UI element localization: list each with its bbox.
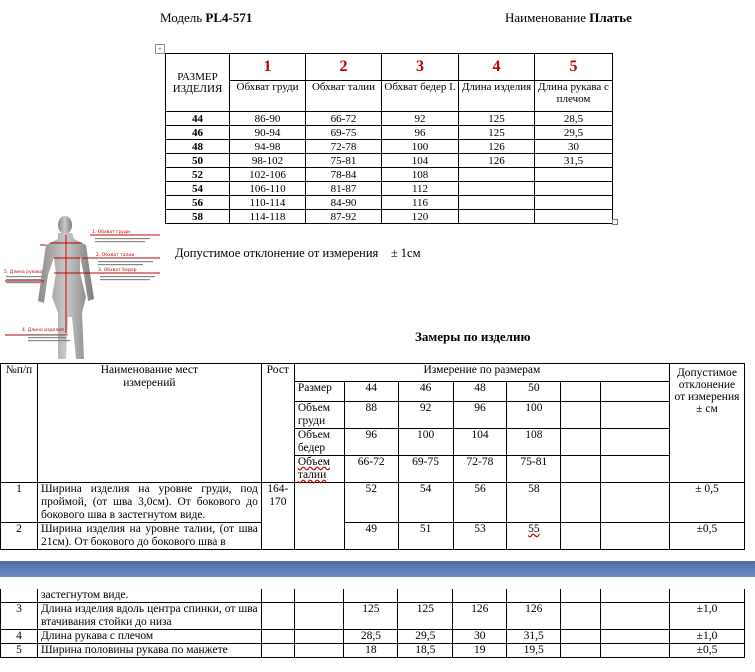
subrow-label: Размер: [294, 382, 344, 402]
empty-cell: [601, 382, 670, 402]
table-row: 1 Ширина изделия на уровне груди, под проймой, (от шва 3,0см). От бокового до бокового шва в застегнутом виде. 164-170 52 54 56 58 ± 0,5: [1, 483, 745, 523]
value-cell: [535, 168, 613, 182]
row-value: 28,5: [344, 630, 398, 644]
value-cell: 66-72: [306, 112, 382, 126]
col-label: Длина рукава с плечом: [535, 81, 613, 112]
value-cell: 125: [459, 112, 535, 126]
col-height-header: Рост: [261, 364, 294, 483]
size-row: [166, 196, 613, 210]
size-cell: 44: [166, 112, 230, 126]
size-cell: 56: [166, 196, 230, 210]
col-number: 1: [230, 54, 306, 81]
row-value: 125: [398, 603, 453, 630]
col-label: Длина изделия: [459, 81, 535, 112]
empty-cell: [601, 630, 670, 644]
value-cell: 116: [382, 196, 459, 210]
measurements-table-continued: [0, 589, 745, 658]
tolerance-value: ± 1см: [390, 246, 421, 260]
height-value: 164-170: [261, 483, 294, 523]
value-cell: 31,5: [535, 154, 613, 168]
row-name: Длина изделия вдоль центра спинки, от шва втачивания стойки до низа: [37, 603, 261, 630]
row-tolerance: ±1,0: [670, 603, 745, 630]
subrow-value: 104: [453, 429, 507, 456]
value-cell: 28,5: [535, 112, 613, 126]
page-break-bar: [0, 561, 755, 577]
row-tolerance: ±1,0: [670, 630, 745, 644]
figure-label: 4. Длина изделия: [22, 328, 64, 333]
body-measurement-figure: [0, 213, 170, 363]
row-number: 3: [1, 603, 38, 630]
continued-text: застегнутом виде.: [37, 589, 261, 603]
row-number: 4: [1, 630, 38, 644]
figure-label: 3. Обхват бедер: [98, 268, 137, 273]
value-cell: 87-92: [306, 210, 382, 224]
tolerance-note: Допустимое отклонение от измерения ± 1см: [175, 246, 421, 260]
figure-label: 5. Длина рукава: [4, 270, 43, 275]
size-cell: 46: [166, 126, 230, 140]
size-row: [166, 112, 613, 126]
empty-cell: [601, 402, 670, 429]
value-cell: 69-75: [306, 126, 382, 140]
value-cell: 114-118: [230, 210, 306, 224]
value-cell: 108: [382, 168, 459, 182]
subrow-value: 88: [344, 402, 398, 429]
col-number: 3: [382, 54, 459, 81]
table-row: [1, 603, 745, 630]
size-cell: 54: [166, 182, 230, 196]
table-row: [1, 630, 745, 644]
subrow-value: 44: [344, 382, 398, 402]
row-value: 30: [453, 630, 507, 644]
measurements-table: [0, 363, 745, 550]
value-cell: 120: [382, 210, 459, 224]
size-cell: 50: [166, 154, 230, 168]
size-row: [166, 168, 613, 182]
figure-label: 1. Обхват груди: [92, 230, 131, 235]
col-number: 5: [535, 54, 613, 81]
row-number: 5: [1, 644, 38, 658]
value-cell: 106-110: [230, 182, 306, 196]
value-cell: 78-84: [306, 168, 382, 182]
empty-cell: [294, 603, 344, 630]
value-cell: 30: [535, 140, 613, 154]
row-value: 126: [507, 603, 561, 630]
table-move-handle-icon[interactable]: +: [155, 44, 165, 54]
value-cell: 75-81: [306, 154, 382, 168]
row-name: Ширина половины рукава по манжете: [37, 644, 261, 658]
size-cell: 48: [166, 140, 230, 154]
empty-cell: [601, 644, 670, 658]
col-num-header: №п/п: [1, 364, 38, 483]
empty-cell: [261, 630, 294, 644]
value-cell: 96: [382, 126, 459, 140]
empty-cell: [294, 644, 344, 658]
subrow-value: 75-81: [507, 456, 561, 483]
value-cell: 125: [459, 126, 535, 140]
size-row: [166, 210, 613, 224]
value-cell: 81-87: [306, 182, 382, 196]
row-value: 18,5: [398, 644, 453, 658]
row-value: 31,5: [507, 630, 561, 644]
empty-cell: [561, 402, 601, 429]
value-cell: [535, 182, 613, 196]
value-cell: [535, 196, 613, 210]
value-cell: 126: [459, 140, 535, 154]
subrow-value: 72-78: [453, 456, 507, 483]
value-cell: [459, 168, 535, 182]
value-cell: 102-106: [230, 168, 306, 182]
row-value: 19: [453, 644, 507, 658]
col-sizes-header: Измерение по размерам: [294, 364, 669, 382]
size-row: [166, 140, 613, 154]
size-row: [166, 154, 613, 168]
page-gap: [0, 551, 755, 561]
table-resize-handle[interactable]: [612, 219, 618, 225]
value-cell: 104: [382, 154, 459, 168]
subrow-value: 96: [344, 429, 398, 456]
subrow-label: Объем бедер: [294, 429, 344, 456]
col-number: 2: [306, 54, 382, 81]
empty-cell: [561, 644, 601, 658]
figure-label: 2. Обхват талии: [96, 253, 135, 258]
empty-cell: [261, 603, 294, 630]
empty-cell: [601, 456, 670, 483]
model-value: PL4-571: [205, 10, 253, 25]
subrow-value: 46: [398, 382, 453, 402]
value-cell: 90-94: [230, 126, 306, 140]
empty-cell: [294, 630, 344, 644]
subrow-value: 96: [453, 402, 507, 429]
subrow-value: 66-72: [344, 456, 398, 483]
size-header: РАЗМЕР ИЗДЕЛИЯ: [166, 54, 230, 112]
col-tolerance-header: Допустимое отклонение от измерения ± см: [669, 364, 744, 483]
measurements-title: Замеры по изделию: [415, 329, 531, 344]
empty-cell: [561, 382, 601, 402]
size-cell: 52: [166, 168, 230, 182]
value-cell: [459, 210, 535, 224]
col-number: 4: [459, 54, 535, 81]
value-cell: [535, 210, 613, 224]
subrow-value: 92: [398, 402, 453, 429]
empty-cell: [561, 603, 601, 630]
empty-cell: [601, 429, 670, 456]
subrow-value: 69-75: [398, 456, 453, 483]
value-cell: 29,5: [535, 126, 613, 140]
table-row: [1, 644, 745, 658]
col-name-header: Наименование мест измерений: [37, 364, 261, 483]
name-value: Платье: [589, 10, 632, 25]
row-name: Длина рукава с плечом: [37, 630, 261, 644]
col-label: Обхват бедер I.: [382, 81, 459, 112]
size-table: [165, 53, 613, 224]
empty-cell: [561, 429, 601, 456]
value-cell: 98-102: [230, 154, 306, 168]
row-value: 125: [344, 603, 398, 630]
value-cell: 100: [382, 140, 459, 154]
table-row: 2 Ширина изделия на уровне талии, (от шва 21см). От бокового до бокового шва в 49 51 53 55 ±0,5: [1, 523, 745, 550]
size-row: [166, 182, 613, 196]
subrow-value: 50: [507, 382, 561, 402]
table-row: [1, 589, 745, 603]
subrow-label: Объем талии: [294, 456, 344, 483]
model-header: Модель PL4-571: [160, 10, 253, 25]
value-cell: [459, 196, 535, 210]
row-value: 18: [344, 644, 398, 658]
value-cell: 72-78: [306, 140, 382, 154]
row-tolerance: ±0,5: [670, 644, 745, 658]
subrow-value: 48: [453, 382, 507, 402]
name-header: Наименование Платье: [505, 10, 632, 25]
row-value: 19,5: [507, 644, 561, 658]
size-row: [166, 126, 613, 140]
value-cell: 94-98: [230, 140, 306, 154]
col-label: Обхват талии: [306, 81, 382, 112]
empty-cell: [261, 644, 294, 658]
value-cell: 84-90: [306, 196, 382, 210]
row-value: 126: [453, 603, 507, 630]
subrow-label: Объем груди: [294, 402, 344, 429]
col-label: Обхват груди: [230, 81, 306, 112]
value-cell: 126: [459, 154, 535, 168]
subrow-value: 108: [507, 429, 561, 456]
row-value: 29,5: [398, 630, 453, 644]
value-cell: 110-114: [230, 196, 306, 210]
empty-cell: [561, 456, 601, 483]
empty-cell: [561, 630, 601, 644]
value-cell: 112: [382, 182, 459, 196]
value-cell: 86-90: [230, 112, 306, 126]
subrow-value: 100: [507, 402, 561, 429]
subrow-value: 100: [398, 429, 453, 456]
size-cell: 58: [166, 210, 230, 224]
value-cell: 92: [382, 112, 459, 126]
value-cell: [459, 182, 535, 196]
empty-cell: [601, 603, 670, 630]
